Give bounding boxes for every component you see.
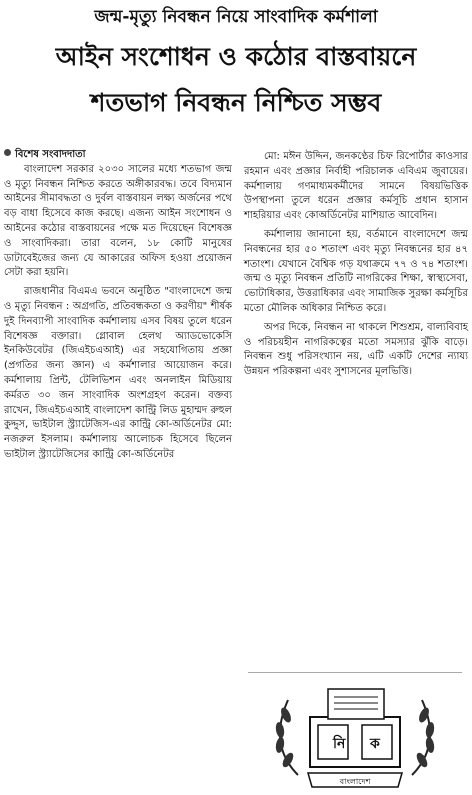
paragraph: কর্মশালায় জানানো হয়, বর্তমানে বাংলাদেশে জন্ম নিবন্ধনের হার ৫০ শতাংশ এবং মৃত্যু নিবন্ধনের হার ৪৭ শতাংশ। যেখানে বৈশ্বিক গড় যথাক্রমে ৭৭ ও ৭৪ শতাংশ। জন্ম ও মৃত্যু নিবন্ধন প্রতিটি নাগরিকের শিক্ষা, স্বাস্থ্যসেবা, ভোটাধিকার, উত্তরাধিকার এবং সামাজিক সুরক্ষা কর্মসূচির মতো মৌলিক অধিকার নিশ্চিত করে। bbox=[244, 228, 468, 314]
bullet-icon bbox=[4, 149, 11, 156]
byline: বিশেষ সংবাদদাতা bbox=[4, 148, 232, 163]
paragraph: রাজধানীর বিএমএ ভবনে অনুষ্ঠিত "বাংলাদেশে জন্ম ও মৃত্যু নিবন্ধন : অগ্রগতি, প্রতিবন্ধকতা ও করণীয়" শীর্ষক দুই দিনব্যাপী সাংবাদিক কর্মশালায় এসব বিষয় তুলে ধরেন বিশেষজ্ঞ বক্তারা। গ্লোবাল হেলথ অ্যাডভোকেসি ইনকিউবেটর (জিএইচএআই) এর সহযোগিতায় প্রজ্ঞা (প্রগতির জন্য জ্ঞান) এ কর্মশালার আয়োজন করে। কর্মশালায় প্রিন্ট, টেলিভিশন এবং অনলাইন মিডিয়ায় কর্মরত ৩০ জন সাংবাদিক অংশগ্রহণ করেন। বক্তব্য রাখেন, জিএইচএআই বাংলাদেশ কান্ট্রি লিড মুহাম্মদ রুহুল কুদ্দুস, ভাইটাল স্ট্র্যাটেজিস-এর কান্ট্রি কো-অর্ডিনেটর মো: নজরুল ইসলাম। কর্মশালায় আলোচক হিসেবে ছিলেন ভাইটাল স্ট্র্যাটেজিসের কান্ট্রি কো-অর্ডিনেটর bbox=[4, 286, 232, 460]
article-column-right bbox=[244, 150, 468, 380]
logo-letter-left: নি bbox=[333, 736, 346, 752]
paragraph: মো: মঈন উদ্দিন, জনকণ্ঠের চিফ রিপোর্টার কাওসার রহমান এবং প্রজ্ঞার নির্বাহী পরিচালক এবিএম জুবায়ের। কর্মশালায় গণমাধ্যমকর্মীদের সামনে বিষয়ভিত্তিক উপস্থাপনা তুলে ধরেন প্রজ্ঞার কর্মসূচি প্রধান হাসান শাহরিয়ার এবং কোঅর্ডিনেটর মাশিয়াত আবেদিন। bbox=[244, 151, 468, 222]
paragraph: বাংলাদেশ সরকার ২০৩০ সালের মধ্যে শতভাগ জন্ম ও মৃত্যু নিবন্ধন নিশ্চিত করতে অঙ্গীকারবদ্ধ। তবে বিদ্যমান আইনের সীমাবদ্ধতা ও দুর্বল বাস্তবায়ন লক্ষ্য অর্জনের পথে বড় বাধা হিসেবে কাজ করছে। এজন্য আইন সংশোধন ও আইনের কঠোর বাস্তবায়নের পক্ষে মত দিয়েছেন বিশেষজ্ঞ ও সাংবাদিকরা। তারা বলেন, ১৮ কোটি মানুষের ডাটাবেইজের জন্য যে আকারের অফিস হওয়া প্রয়োজন সেটা করা হয়নি। bbox=[4, 163, 232, 279]
ballot-box-emblem-icon bbox=[248, 675, 462, 791]
paragraph: অপর দিকে, নিবন্ধন না থাকলে শিশুশ্রম, বাল্যবিবাহ ও পরিচয়হীন নাগরিকত্বের মতো সমস্যার ঝুঁকি বাড়ে। নিবন্ধন শুধু পরিসংখ্যান নয়, এটি একটি দেশের ন্যায্য উন্নয়ন পরিকল্পনা এবং সুশাসনের মূলভিত্তি। bbox=[244, 321, 468, 378]
article-column-left bbox=[4, 148, 232, 463]
election-commission-logo bbox=[248, 672, 462, 791]
article-headline: আইন সংশোধন ও কঠোর বাস্তবায়নে bbox=[55, 42, 417, 71]
article-kicker: জন্ম-মৃত্যু নিবন্ধন নিয়ে সাংবাদিক কর্মশালা bbox=[94, 7, 378, 27]
logo-ribbon-text: বাংলাদেশ bbox=[339, 777, 371, 786]
article-headline-line2: শতভাগ নিবন্ধন নিশ্চিত সম্ভব bbox=[90, 88, 382, 117]
logo-letter-right: ক bbox=[370, 736, 380, 752]
